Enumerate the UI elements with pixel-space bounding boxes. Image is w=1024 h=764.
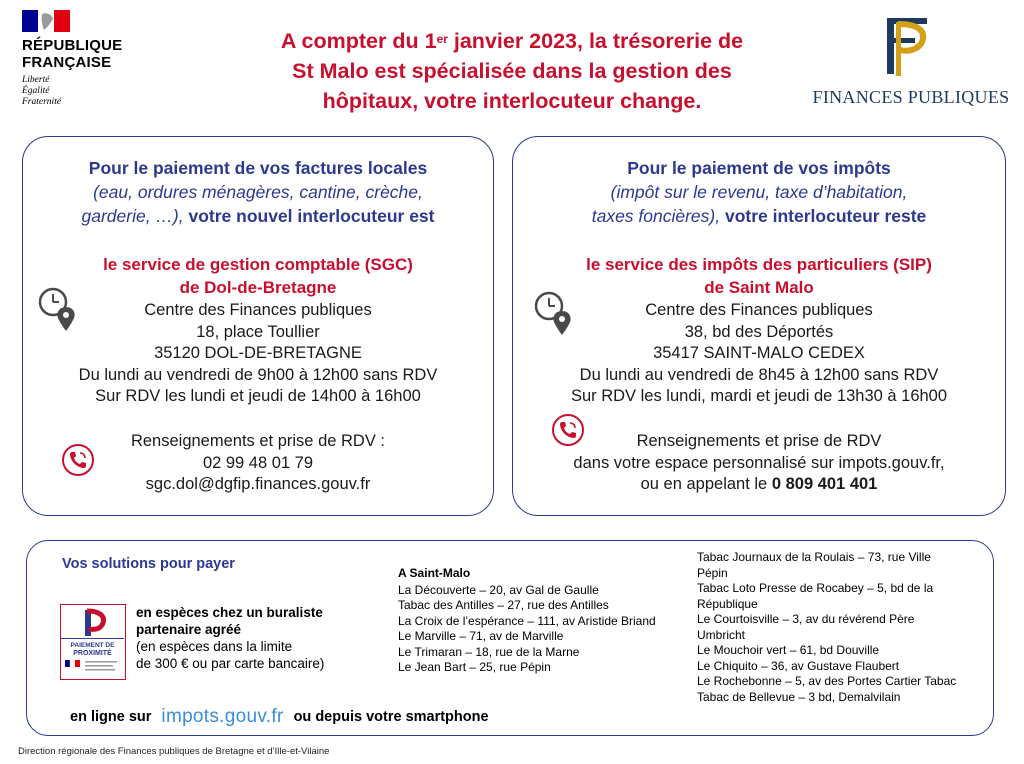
rf-motto-egalite: Égalité [22,86,50,96]
online-post: ou depuis votre smartphone [293,709,489,725]
local-invoices-box [22,136,494,516]
paiement-proximite-emblem-icon [61,605,124,678]
left-heading-line2: (eau, ordures ménagères, cantine, crèche, [93,182,423,202]
announcement-part1: A compter du 1 [280,29,437,53]
footer-text: Direction régionale des Finances publiques de Bretagne et d’Ille-et-Vilaine [18,746,330,757]
right-heading-line1: Pour le paiement de vos impôts [627,158,891,178]
list-item: La Croix de l’espérance – 111, av Aristide Briand [398,613,656,628]
left-address-line1: Centre des Finances publiques [144,301,372,319]
tobacconist-list-left [398,566,668,676]
proximite-logo-line2: PROXIMITÉ [73,650,112,657]
list-item: Tabac des Antilles – 27, rue des Antilles [398,598,609,612]
list-item: Le Chiquito – 36, av Gustave Flaubert [697,658,900,673]
cash-line1: en espèces chez un buraliste [136,605,323,620]
finances-publiques-emblem-icon [874,14,938,76]
right-service-line2: de Saint Malo [704,278,814,297]
right-contact-line1: Renseignements et prise de RDV [636,432,882,450]
taxes-box [512,136,1006,516]
cash-line3: (en espèces dans la limite [136,639,293,654]
left-hours-line2: Sur RDV les lundi et jeudi de 14h00 à 16h00 [95,387,421,405]
right-contact-phone[interactable]: 0 809 401 401 [771,475,878,493]
right-address-line3: 35417 SAINT-MALO CEDEX [653,344,865,362]
right-service-line1: le service des impôts des particuliers (SIP) [586,255,932,274]
right-heading-line2: (impôt sur le revenu, taxe d’habitation, [610,182,908,202]
rf-motto-liberte: Liberté [22,75,50,85]
announcement-sup: er [436,32,448,46]
rf-title-line1: RÉPUBLIQUE [22,37,123,54]
left-heading-line3-italic: garderie, …), [81,206,184,226]
list-item: Le Rochebonne – 5, av des Portes Cartier Tabac [697,674,957,688]
right-contact-line2: dans votre espace personnalisé sur impots.gouv.fr, [573,453,945,472]
announcement-title [200,26,824,116]
rf-title-line2: FRANÇAISE [22,54,112,71]
right-address-line1: Centre des Finances publiques [645,301,873,319]
list-item: Tabac Journaux de la Roulais – 73, rue Ville Pépin [697,550,931,580]
right-heading-line3-rest: votre interlocuteur reste [720,206,927,226]
left-contact-email[interactable]: sgc.dol@dgfip.finances.gouv.fr [145,475,371,493]
left-contact-phone[interactable]: 02 99 48 01 79 [202,453,314,472]
right-contact-line3-pre: ou en appelant le [640,475,772,493]
finances-publiques-logo [812,14,1010,110]
cash-line4: de 300 € ou par carte bancaire) [136,656,325,671]
marianne-flag-icon [22,10,70,32]
cash-payment-text [136,604,376,672]
left-hours-line1: Du lundi au vendredi de 9h00 à 12h00 sans RDV [78,365,438,384]
paiement-de-proximite-logo [60,604,126,680]
right-heading-line3-italic: taxes foncières), [591,206,721,226]
left-contact-line1: Renseignements et prise de RDV : [130,432,386,450]
stores-location-title: A Saint-Malo [398,566,471,580]
online-payment-line [70,706,489,728]
list-item: Tabac Loto Presse de Rocabey – 5, bd de la République [697,581,934,611]
left-heading-line1: Pour le paiement de vos factures locales [88,158,428,178]
left-heading-line3-rest: votre nouvel interlocuteur est [183,206,435,226]
announcement-part2: janvier 2023, la trésorerie de [447,29,744,53]
left-service-line2: de Dol-de-Bretagne [179,278,337,297]
right-address-line2: 38, bd des Déportés [684,322,834,341]
republique-francaise-logo [22,10,152,120]
list-item: Le Courtoisville – 3, av du révérend Père Umbricht [697,612,915,642]
list-item: La Découverte – 20, av Gal de Gaulle [398,582,599,597]
announcement-line2: St Malo est spécialisée dans la gestion des [292,59,732,83]
announcement-line3: hôpitaux, votre interlocuteur change. [322,89,702,113]
list-item: Le Mouchoir vert – 61, bd Douville [697,643,880,657]
right-hours-line1: Du lundi au vendredi de 8h45 à 12h00 sans RDV [579,365,939,384]
tobacconist-list-right [697,550,959,705]
right-hours-line2: Sur RDV les lundi, mardi et jeudi de 13h30 à 16h00 [570,387,948,405]
left-address-line3: 35120 DOL-DE-BRETAGNE [154,344,362,362]
finances-publiques-text: FINANCES PUBLIQUES [812,87,1010,107]
list-item: Le Trimaran – 18, rue de la Marne [398,644,580,659]
online-pre: en ligne sur [70,709,152,725]
list-item: Tabac de Bellevue – 3 bd, Demalvilain [697,689,901,704]
left-service-line1: le service de gestion comptable (SGC) [103,255,413,274]
cash-line2: partenaire agréé [136,622,242,637]
list-item: Le Jean Bart – 25, rue Pépin [398,660,551,674]
list-item: Le Marville – 71, av de Marville [398,629,564,643]
proximite-logo-line1: PAIEMENT DE [70,642,115,649]
impots-gouv-link[interactable]: impots.gouv.fr [161,706,284,727]
left-address-line2: 18, place Toullier [196,322,320,341]
payment-solutions-title: Vos solutions pour payer [62,556,235,572]
rf-motto-fraternite: Fraternité [22,97,62,107]
